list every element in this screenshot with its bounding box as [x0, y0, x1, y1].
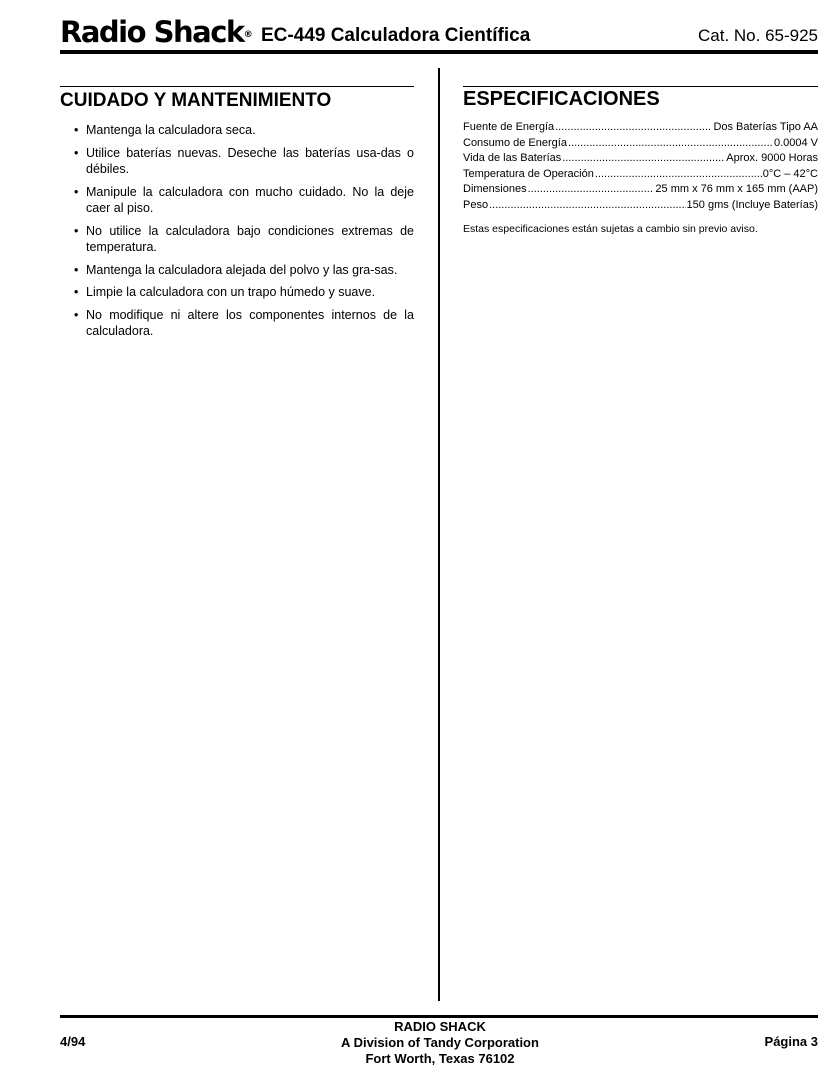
bullet-icon: •: [74, 123, 79, 137]
spec-label: Dimensiones: [463, 183, 527, 195]
spec-row: [463, 151, 818, 167]
spec-value: Dos Baterías Tipo AA: [713, 121, 818, 133]
dot-leader: [489, 198, 685, 214]
spec-row: [463, 120, 818, 136]
care-section: [60, 86, 414, 346]
list-item: [60, 262, 414, 279]
radio-shack-logo: [60, 14, 253, 50]
list-item: [60, 223, 414, 256]
list-item: [60, 307, 414, 340]
care-heading: CUIDADO Y MANTENIMIENTO: [60, 90, 332, 111]
spec-value: 25 mm x 76 mm x 165 mm (AAP): [655, 183, 818, 195]
footer-address: Fort Worth, Texas 76102: [365, 1051, 515, 1066]
list-item: [60, 184, 414, 217]
bullet-icon: •: [74, 223, 79, 238]
dot-leader: [555, 120, 712, 136]
spec-row: [463, 167, 818, 183]
footer-company-block: [240, 1019, 640, 1067]
spec-value: 150 gms (Incluye Baterías): [686, 198, 818, 211]
care-item-text: Manipule la calculadora con mucho cuidado. No la deje caer al piso.: [86, 184, 414, 215]
list-item: [60, 122, 414, 139]
logo-text: Radio Shack: [60, 15, 244, 49]
list-item: [60, 145, 414, 178]
footer-rule: [60, 1015, 818, 1018]
document-title: EC-449 Calculadora Científica: [261, 25, 531, 46]
care-item-text: No modifique ni altere los componentes internos de la calculadora.: [86, 307, 414, 338]
care-list: [60, 122, 414, 340]
care-item-text: No utilice la calculadora bajo condiciones extremas de temperatura.: [86, 223, 414, 254]
spec-value: Aprox. 9000 Horas: [726, 152, 818, 164]
care-item-text: Mantenga la calculadora alejada del polvo y las gra-sas.: [86, 262, 398, 277]
specs-note: Estas especificaciones están sujetas a cambio sin previo aviso.: [463, 223, 758, 235]
specs-heading: ESPECIFICACIONES: [463, 88, 660, 110]
page-number: Página 3: [764, 1034, 818, 1049]
list-item: [60, 284, 414, 301]
dot-leader: [568, 136, 773, 152]
catalog-number: Cat. No. 65-925: [697, 26, 818, 45]
care-item-text: Mantenga la calculadora seca.: [86, 123, 256, 137]
care-item-text: Utilice baterías nuevas. Deseche las baterías usa-das o débiles.: [86, 145, 414, 176]
dot-leader: [562, 151, 725, 167]
footer-division: A Division of Tandy Corporation: [341, 1035, 539, 1050]
spec-value: 0.0004 V: [773, 136, 818, 149]
bullet-icon: •: [74, 184, 79, 199]
column-divider: [438, 68, 440, 1001]
care-heading-rule: [60, 86, 414, 87]
page-header: [60, 14, 818, 50]
dot-leader: [595, 167, 762, 183]
spec-value: 0°C – 42°C: [762, 167, 818, 180]
spec-row: [463, 198, 818, 214]
bullet-icon: •: [74, 285, 79, 299]
bullet-icon: •: [74, 307, 79, 322]
spec-list: [463, 120, 818, 213]
spec-row: [463, 182, 818, 198]
care-item-text: Limpie la calculadora con un trapo húmedo y suave.: [86, 285, 376, 299]
spec-label: Peso: [463, 198, 489, 211]
spec-label: Temperatura de Operación: [463, 167, 594, 180]
specs-section: [463, 86, 818, 236]
bullet-icon: •: [74, 262, 79, 277]
registered-mark: ®: [243, 30, 253, 40]
footer-date: 4/94: [60, 1034, 86, 1049]
spec-label: Fuente de Energía: [463, 121, 555, 133]
spec-label: Vida de las Baterías: [463, 152, 562, 164]
dot-leader: [528, 182, 655, 198]
header-rule: [60, 50, 818, 54]
footer-company: RADIO SHACK: [394, 1019, 486, 1034]
bullet-icon: •: [74, 145, 79, 160]
spec-label: Consumo de Energía: [463, 136, 567, 149]
spec-row: [463, 136, 818, 152]
